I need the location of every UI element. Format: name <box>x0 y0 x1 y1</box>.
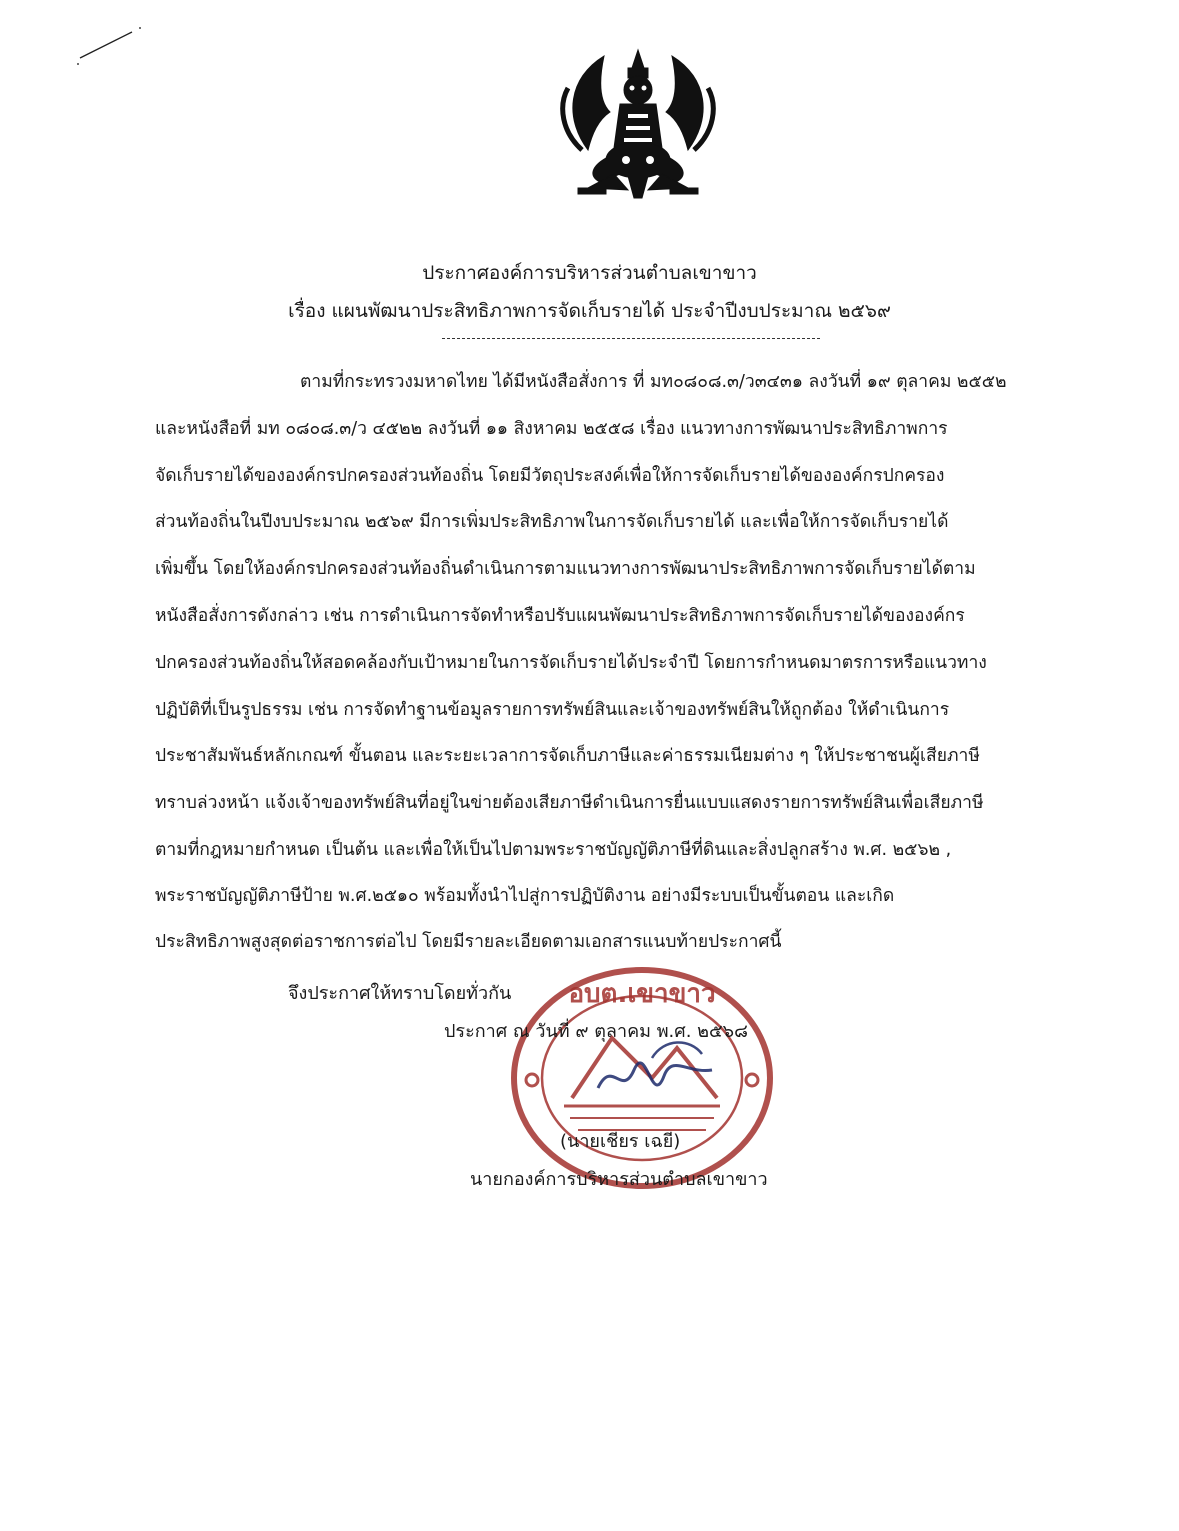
body-line: ส่วนท้องถิ่นในปีงบประมาณ ๒๕๖๙ มีการเพิ่มประสิทธิภาพในการจัดเก็บรายได้ และเพื่อให้การจัดเก็บรายได้ <box>155 512 949 532</box>
closing-statement: จึงประกาศให้ทราบโดยทั่วกัน <box>288 983 512 1004</box>
announcement-subject: เรื่อง แผนพัฒนาประสิทธิภาพการจัดเก็บรายได้ ประจำปีงบประมาณ ๒๕๖๙ <box>288 300 891 322</box>
pen-mark-icon <box>70 20 150 70</box>
body-line: ตามที่กฎหมายกำหนด เป็นต้น และเพื่อให้เป็นไปตามพระราชบัญญัติภาษีที่ดินและสิ่งปลูกสร้าง พ.ศ. ๒๕๖๒ , <box>155 840 952 860</box>
body-line: พระราชบัญญัติภาษีป้าย พ.ศ.๒๕๑๐ พร้อมทั้งนำไปสู่การปฏิบัติงาน อย่างมีระบบเป็นขั้นตอน และเกิด <box>155 886 895 906</box>
garuda-emblem-icon <box>548 48 728 208</box>
signatory-position: นายกองค์การบริหารส่วนตำบลเขาขาว <box>470 1169 768 1190</box>
body-line: ทราบล่วงหน้า แจ้งเจ้าของทรัพย์สินที่อยู่ในข่ายต้องเสียภาษีดำเนินการยื่นแบบแสดงรายการทรัพย์สินเพื่อเสียภาษี <box>155 793 984 813</box>
body-line: จัดเก็บรายได้ขององค์กรปกครองส่วนท้องถิ่น โดยมีวัตถุประสงค์เพื่อให้การจัดเก็บรายได้ขององค์กรปกครอง <box>155 466 945 486</box>
stamp-text: อบต.เขาขาว <box>568 979 716 1009</box>
body-line: และหนังสือที่ มท ๐๘๐๘.๓/ว ๔๕๒๒ ลงวันที่ ๑๑ สิงหาคม ๒๕๕๘ เรื่อง แนวทางการพัฒนาประสิทธิภาพการ <box>155 419 948 439</box>
body-line: ปฏิบัติที่เป็นรูปธรรม เช่น การจัดทำฐานข้อมูลรายการทรัพย์สินและเจ้าของทรัพย์สินให้ถูกต้อง ให้ดำเนินการ <box>155 700 950 720</box>
body-line: เพิ่มขึ้น โดยให้องค์กรปกครองส่วนท้องถิ่นดำเนินการตามแนวทางการพัฒนาประสิทธิภาพการจัดเก็บรายได้ตาม <box>155 559 976 579</box>
body-line: ประชาสัมพันธ์หลักเกณฑ์ ขั้นตอน และระยะเวลาการจัดเก็บภาษีและค่าธรรมเนียมต่าง ๆ ให้ประชาชนผู้เสียภาษี <box>155 746 980 766</box>
body-line: ตามที่กระทรวงมหาดไทย ได้มีหนังสือสั่งการ ที่ มท๐๘๐๘.๓/ว๓๔๓๑ ลงวันที่ ๑๙ ตุลาคม ๒๕๕๒ <box>300 372 1007 392</box>
announcement-title: ประกาศองค์การบริหารส่วนตำบลเขาขาว <box>422 262 757 284</box>
body-line: ปกครองส่วนท้องถิ่นให้สอดคล้องกับเป้าหมายในการจัดเก็บรายได้ประจำปี โดยการกำหนดมาตรการหรือแนวทาง <box>155 653 987 673</box>
signature-date: ประกาศ ณ วันที่ ๙ ตุลาคม พ.ศ. ๒๕๖๘ <box>444 1021 748 1042</box>
body-line: ประสิทธิภาพสูงสุดต่อราชการต่อไป โดยมีรายละเอียดตามเอกสารแนบท้ายประกาศนี้ <box>155 932 782 952</box>
official-seal-stamp <box>502 958 782 1198</box>
title-divider <box>442 338 820 339</box>
signatory-name: (นายเชียร เฉยี) <box>560 1131 681 1152</box>
body-line: หนังสือสั่งการดังกล่าว เช่น การดำเนินการจัดทำหรือปรับแผนพัฒนาประสิทธิภาพการจัดเก็บรายได้ขององค์กร <box>155 606 965 626</box>
